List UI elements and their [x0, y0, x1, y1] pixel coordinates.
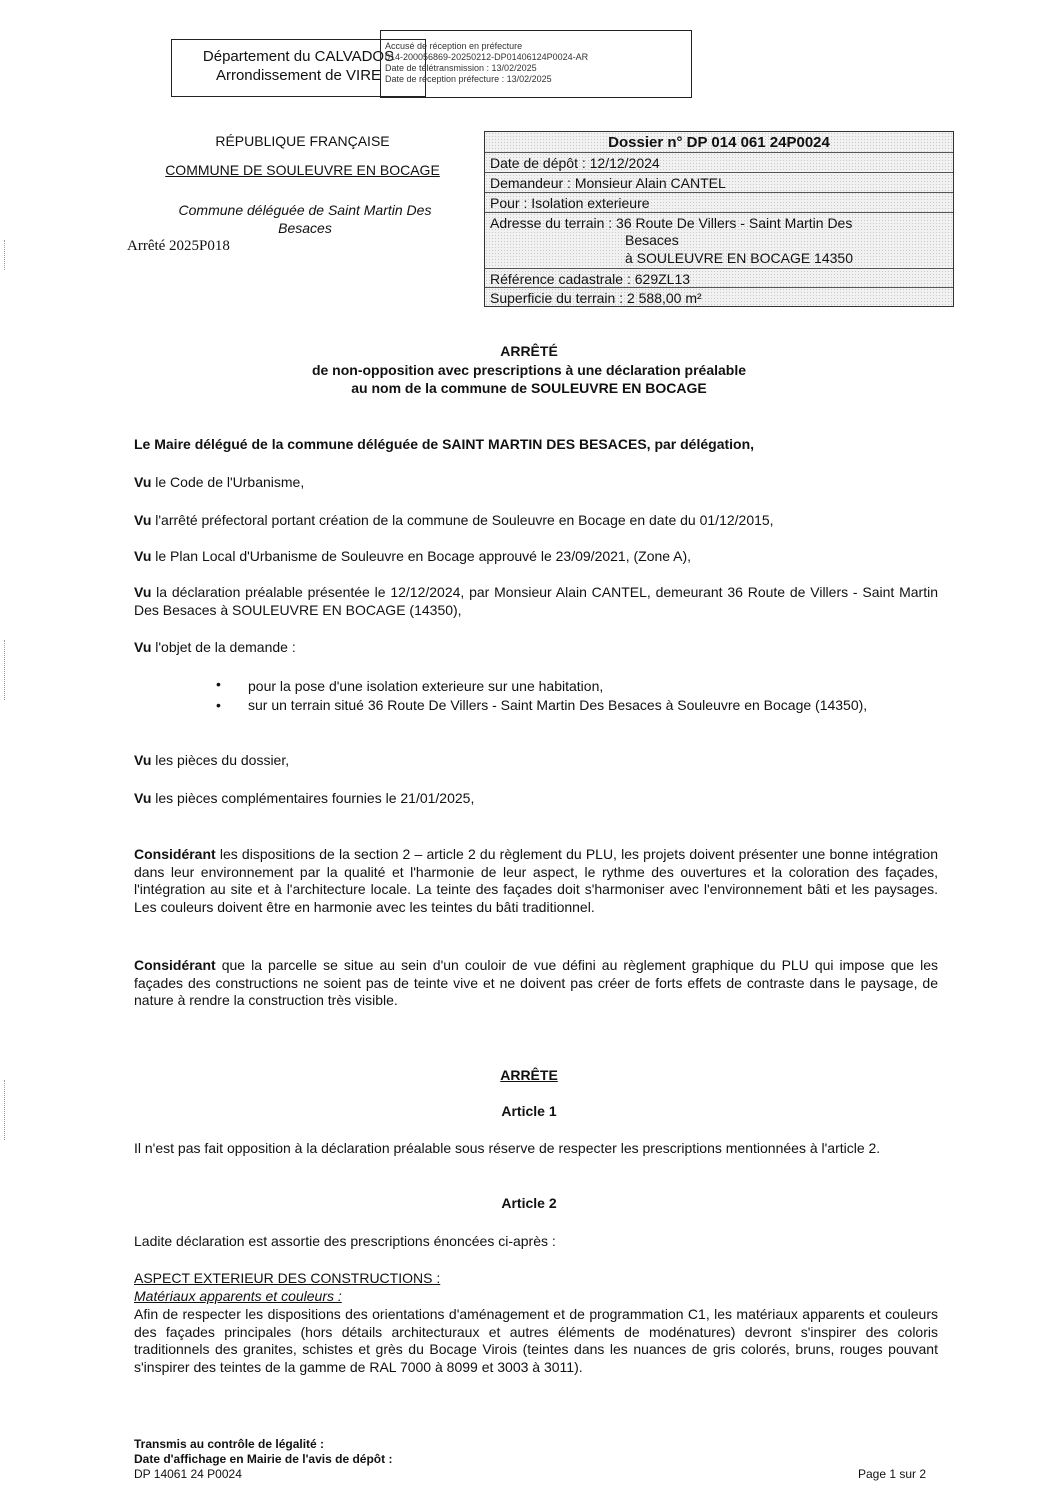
- footer-date-affichage: Date d'affichage en Mairie de l'avis de dépôt :: [134, 1452, 393, 1466]
- bullet-item-1: pour la pose d'une isolation exterieure sur une habitation,: [248, 678, 604, 694]
- vu-text: le Code de l'Urbanisme,: [151, 474, 305, 490]
- vu-label: Vu: [134, 752, 152, 768]
- vu-plu: [134, 548, 938, 566]
- materiaux-text: Afin de respecter les dispositions des orientations d'aménagement et de programmation C1, les matériaux apparents et couleurs des façades principales (hors détails architecturaux et autres éléments de modénatures) devront s'inspirer des coloris traditionnels des granites, schistes et grès du Bocage Virois (teintes dans les nuances de gris colorés, bruns, rouges pouvant s'inspirer des teintes de la gamme de RAL 7000 à 8099 et 3003 à 3011).: [134, 1306, 938, 1375]
- stamp-line: Date de réception préfecture : 13/02/2025: [385, 74, 552, 84]
- vu-text: le Plan Local d'Urbanisme de Souleuvre en Bocage approuvé le 23/09/2021, (Zone A),: [151, 548, 692, 564]
- bullet-item-2: sur un terrain situé 36 Route De Villers - Saint Martin Des Besaces à Souleuvre en Bocage (14350),: [248, 697, 868, 713]
- vu-arrete-prefectoral: [134, 512, 938, 530]
- dossier-row-demandeur: [485, 172, 953, 193]
- considerant-1: [134, 846, 938, 916]
- vu-pieces: [134, 752, 938, 770]
- vu-text: les pièces complémentaires fournies le 21/01/2025,: [151, 790, 475, 806]
- vu-text: l'arrêté préfectoral portant création de la commune de Souleuvre en Bocage en date du 01/12/2015,: [151, 512, 774, 528]
- depot-date: Date de dépôt : 12/12/2024: [490, 155, 660, 171]
- stamp-line: Accusé de réception en préfecture: [385, 41, 523, 51]
- vu-label: Vu: [134, 790, 152, 806]
- scan-artifact: [4, 240, 7, 270]
- title-subtitle: de non-opposition avec prescriptions à une déclaration préalable: [311, 362, 747, 378]
- article-2-text: Ladite déclaration est assortie des prescriptions énoncées ci-après :: [134, 1233, 556, 1249]
- bullet-icon: •: [216, 676, 221, 692]
- vu-text: les pièces du dossier,: [151, 752, 290, 768]
- vu-text: la déclaration préalable présentée le 12/12/2024, par Monsieur Alain CANTEL, demeurant 36 Route de Villers - Saint Martin Des Besaces à SOULEUVRE EN BOCAGE (14350),: [134, 584, 938, 618]
- vu-label: Vu: [134, 584, 152, 600]
- maire-statement: Le Maire délégué de la commune déléguée de SAINT MARTIN DES BESACES, par délégation,: [134, 436, 755, 452]
- dossier-row-reference: [485, 268, 953, 288]
- department-name: Département du CALVADOS: [202, 48, 395, 65]
- title-arrete: ARRÊTÉ: [500, 343, 558, 359]
- reference-cadastrale: Référence cadastrale : 629ZL13: [490, 271, 691, 287]
- republic-heading: RÉPUBLIQUE FRANÇAISE: [215, 133, 390, 149]
- title-commune: au nom de la commune de SOULEUVRE EN BOCAGE: [351, 380, 707, 396]
- superficie: Superficie du terrain : 2 588,00 m²: [490, 290, 702, 306]
- aspect-heading: ASPECT EXTERIEUR DES CONSTRUCTIONS :: [134, 1270, 441, 1286]
- considerant-2: [134, 957, 938, 1010]
- arrete-number: Arrêté 2025P018: [127, 238, 230, 254]
- article-2-title: Article 2: [501, 1195, 557, 1211]
- dossier-number: Dossier n° DP 014 061 24P0024: [608, 134, 830, 151]
- vu-label: Vu: [134, 512, 152, 528]
- considerant-label: Considérant: [134, 957, 216, 973]
- dossier-row-adresse: [485, 212, 953, 269]
- article-1-text: Il n'est pas fait opposition à la déclaration préalable sous réserve de respecter les prescriptions mentionnées à l'article 2.: [134, 1140, 881, 1156]
- dossier-table: [484, 131, 954, 307]
- vu-code-urbanisme: [134, 474, 938, 492]
- demandeur: Demandeur : Monsieur Alain CANTEL: [490, 175, 726, 191]
- bullet-icon: •: [216, 697, 221, 713]
- arrondissement-name: Arrondissement de VIRE: [215, 67, 382, 84]
- vu-label: Vu: [134, 474, 152, 490]
- commune-heading: COMMUNE DE SOULEUVRE EN BOCAGE: [165, 162, 440, 178]
- arrete-heading: ARRÊTE: [500, 1067, 558, 1083]
- scan-artifact: [4, 1080, 7, 1140]
- footer-controle-legalite: Transmis au contrôle de légalité :: [134, 1437, 325, 1451]
- vu-objet: [134, 639, 938, 657]
- dossier-row-superficie: [485, 287, 953, 307]
- stamp-line: Date de télétransmission : 13/02/2025: [385, 63, 537, 73]
- adresse-line-1: Adresse du terrain : 36 Route De Villers - Saint Martin Des: [490, 215, 853, 231]
- commune-deleguee: Commune déléguée de Saint Martin Des Besaces: [178, 202, 432, 236]
- vu-text: l'objet de la demande :: [151, 639, 296, 655]
- stamp-line: 014-200056869-20250212-DP01406124P0024-AR: [385, 52, 589, 62]
- scan-artifact: [4, 640, 7, 700]
- considerant-label: Considérant: [134, 846, 216, 862]
- considerant-text: que la parcelle se situe au sein d'un couloir de vue défini au règlement graphique du PLU qui impose que les façades des constructions ne soient pas de teinte vive et ne doivent pas créer de forts effets de contraste dans le paysage, de nature à rendre la construction très visible.: [134, 957, 938, 1008]
- dossier-row-depot: [485, 152, 953, 173]
- dossier-row-pour: [485, 192, 953, 213]
- adresse-line-2: Besaces: [625, 232, 679, 248]
- prefecture-stamp: [380, 30, 692, 98]
- vu-label: Vu: [134, 548, 152, 564]
- vu-declaration: [134, 584, 938, 619]
- pour: Pour : Isolation exterieure: [490, 195, 650, 211]
- considerant-text: les dispositions de la section 2 – article 2 du règlement du PLU, les projets doivent présenter une bonne intégration dans leur environnement par la qualité et l'harmonie de leur aspect, le rythme des ouvertures et la coloration des façades, l'intégration au site et à l'architecture locale. La teinte des façades doit s'harmoniser avec l'environnement bâti et les paysages. Les couleurs doivent être en harmonie avec les teintes du bâti traditionnel.: [134, 846, 938, 915]
- adresse-line-3: à SOULEUVRE EN BOCAGE 14350: [625, 250, 853, 266]
- vu-label: Vu: [134, 639, 152, 655]
- footer-dossier-ref: DP 14061 24 P0024: [134, 1467, 242, 1481]
- materiaux-heading: Matériaux apparents et couleurs :: [134, 1288, 342, 1304]
- vu-pieces-complementaires: [134, 790, 938, 808]
- page-number: Page 1 sur 2: [858, 1467, 927, 1481]
- article-1-title: Article 1: [501, 1103, 557, 1119]
